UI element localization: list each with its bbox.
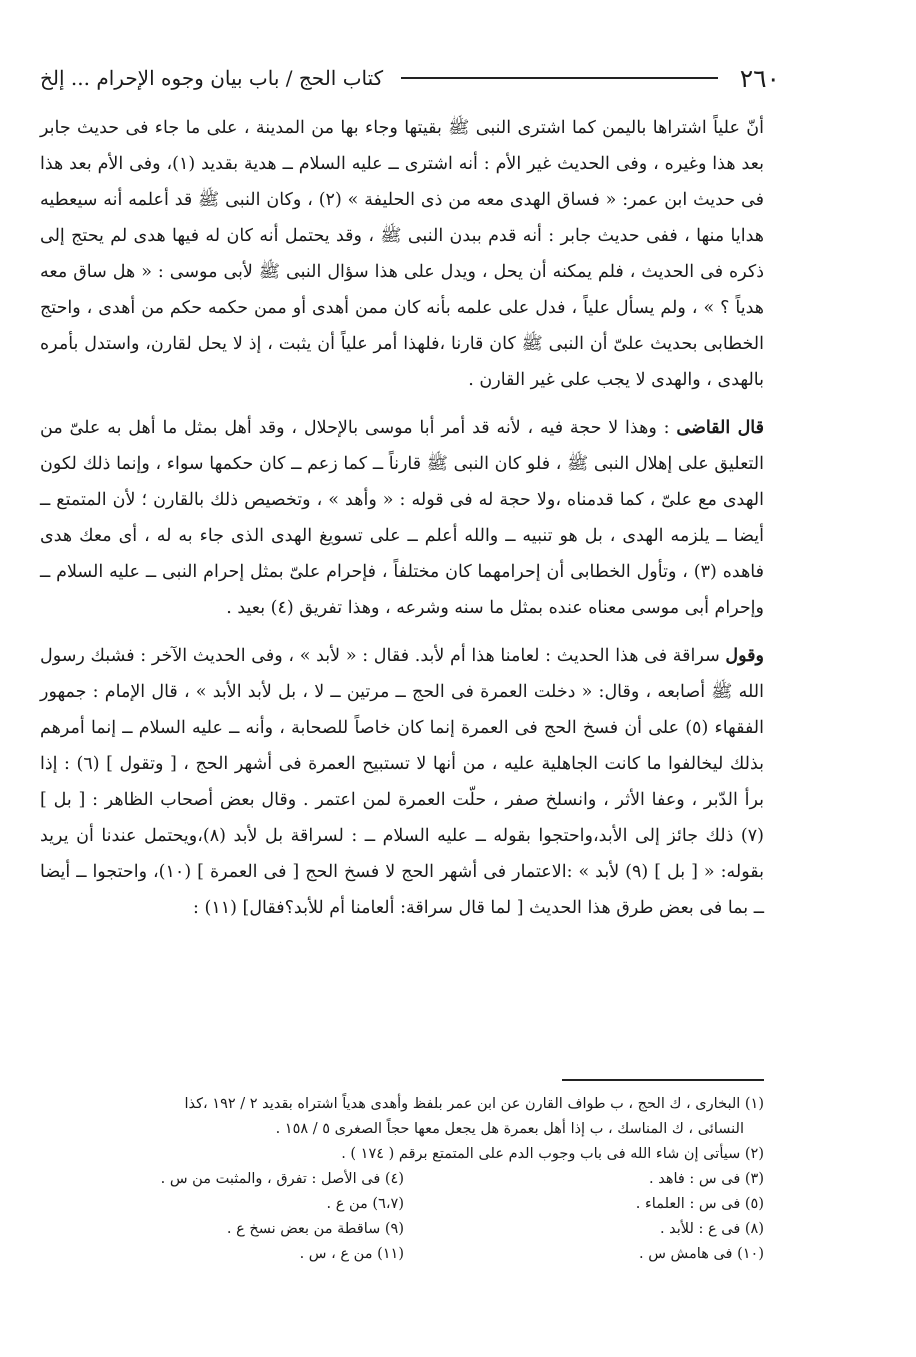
footnote-8: (٨) فى ع : للأبد . — [659, 1221, 764, 1237]
paragraph-3 — [40, 638, 764, 926]
footnote-separator — [562, 1079, 764, 1081]
footnote-row — [40, 1167, 764, 1192]
paragraph-text: أنّ علياً اشتراها باليمن كما اشترى النبى ﷺ بقيتها وجاء بها من المدينة ، على ما جاء فى حديث جابر بعد هذا وغيره ، وفى الحديث غير الأم : أنه اشترى ــ عليه السلام ــ هدية بقديد (١)، وفى الأم بعد هذا فى حديث ابن عمر: « فساق الهدى معه من ذى الحليفة » (٢) ، وكان النبى ﷺ قد أعلمه أنه سيعطيه هدايا منها ، ففى حديث جابر : أنه قدم ببدن النبى ﷺ ، وقد يحتمل أنه كان له فيها هدى لم يحتج إلى ذكره فى الحديث ، فلم يمكنه أن يحل ، ويدل على هذا سؤال النبى ﷺ لأبى موسى : « هل ساق معه هدياً ؟ » ، ولم يسأل علياً ، فدل على علمه بأنه كان ممن أهدى أو ممن حكمه حكم من أهدى ، واحتج الخطابى بحديث علىّ أن النبى ﷺ كان قارنا ،فلهذا أمر علياً أن يثبت ، إذ لا يحل لقارن، واستدل بأمره بالهدى ، والهدى لا يجب على غير القارن . — [40, 118, 765, 390]
paragraph-2 — [40, 410, 764, 626]
footnote-11: (١١) من ع ، س . — [299, 1246, 404, 1262]
page-header — [40, 60, 780, 96]
paragraph-lead: وقول — [725, 646, 764, 666]
footnote-10: (١٠) فى هامش س . — [639, 1246, 764, 1262]
footnote-1-line-1: (١) البخارى ، ك الحج ، ب طواف القارن عن ابن عمر بلفظ وأهدى هدياً اشتراه بقديد ٢ / ١٩٢ ،كذا — [184, 1096, 764, 1112]
main-text — [40, 110, 764, 938]
footnote-row — [40, 1192, 764, 1217]
footnote-row — [40, 1217, 764, 1242]
page-number: ٢٦٠ — [739, 63, 780, 93]
paragraph-1 — [40, 110, 764, 398]
paragraph-text: : وهذا لا حجة فيه ، لأنه قد أمر أبا موسى بالإحلال ، وقد أهل بمثل ما أهل به علىّ من التعليق على إهلال النبى ﷺ ، فلو كان النبى ﷺ قارناً ــ كما زعم ــ كان حكمها سواء ، وإنما ذلك لكون الهدى مع علىّ ، كما قدمناه ،ولا حجة له فى قوله : « وأهد » ، وتخصيص ذلك بالقارن ؛ لأن المتمتع ــ أيضا ــ يلزمه الهدى ، بل هو تنبيه ــ والله أعلم ــ على تسويغ الهدى الذى جاء به له ، أى معك هدى فاهده (٣) ، وتأول الخطابى أن إحرامهما كان مختلفاً ، فإحرام علىّ بمثل إحرام النبى ــ عليه السلام ــ وإحرام أبى موسى معناه عنده بمثل ما سنه وشرعه ، وهذا تفريق (٤) بعيد . — [40, 418, 765, 618]
footnote-6-7: (٦،٧) من ع . — [326, 1196, 404, 1212]
footnote-9: (٩) ساقطة من بعض نسخ ع . — [226, 1221, 404, 1237]
footnote-1-line-2: النسائى ، ك المناسك ، ب إذا أهل بعمرة هل يجعل معها حجاً الصغرى ٥ / ١٥٨ . — [275, 1121, 744, 1137]
footnote-4: (٤) فى الأصل : تفرق ، والمثبت من س . — [160, 1171, 404, 1187]
footnote-3: (٣) فى س : فاهد . — [649, 1171, 764, 1187]
footnote-5: (٥) فى س : العلماء . — [635, 1196, 764, 1212]
header-rule — [401, 77, 718, 79]
running-title: كتاب الحج / باب بيان وجوه الإحرام ... إلخ — [40, 66, 384, 90]
footnotes — [40, 1092, 764, 1267]
footnote-row — [40, 1242, 764, 1267]
paragraph-text: سراقة فى هذا الحديث : لعامنا هذا أم لأبد. فقال : « لأبد » ، وفى الحديث الآخر : فشبك رسول الله ﷺ أصابعه ، وقال: « دخلت العمرة فى الحج ــ مرتين ــ لا ، بل لأبد الأبد » ، قال الإمام : جمهور الفقهاء (٥) على أن فسخ الحج فى العمرة إنما كان خاصاً للصحابة ، وأنه ــ عليه السلام ــ إنما أمرهم بذلك ليخالفوا ما كانت الجاهلية عليه ، من أنها لا تستبيح العمرة فى أشهر الحج ، [ وتقول ] (٦) : إذا برأ الدّبر ، وعفا الأثر ، وانسلخ صفر ، حلّت العمرة لمن اعتمر . وقال بعض أصحاب الظاهر : [ بل ] (٧) ذلك جائز إلى الأبد،واحتجوا بقوله ــ عليه السلام ــ : لسراقة بل لأبد (٨)،ويحتمل عندنا أن يريد بقوله: « [ بل ] (٩) لأبد » :الاعتمار فى أشهر الحج لا فسخ الحج [ فى العمرة ] (١٠)، واحتجوا ــ أيضا ــ بما فى بعض طرق هذا الحديث [ لما قال سراقة: ألعامنا أم للأبد؟فقال] (١١) : — [40, 646, 764, 918]
paragraph-lead: قال القاضى — [676, 418, 764, 438]
footnote-2: (٢) سيأتى إن شاء الله فى باب وجوب الدم على المتمتع برقم ( ١٧٤ ) . — [341, 1146, 764, 1162]
